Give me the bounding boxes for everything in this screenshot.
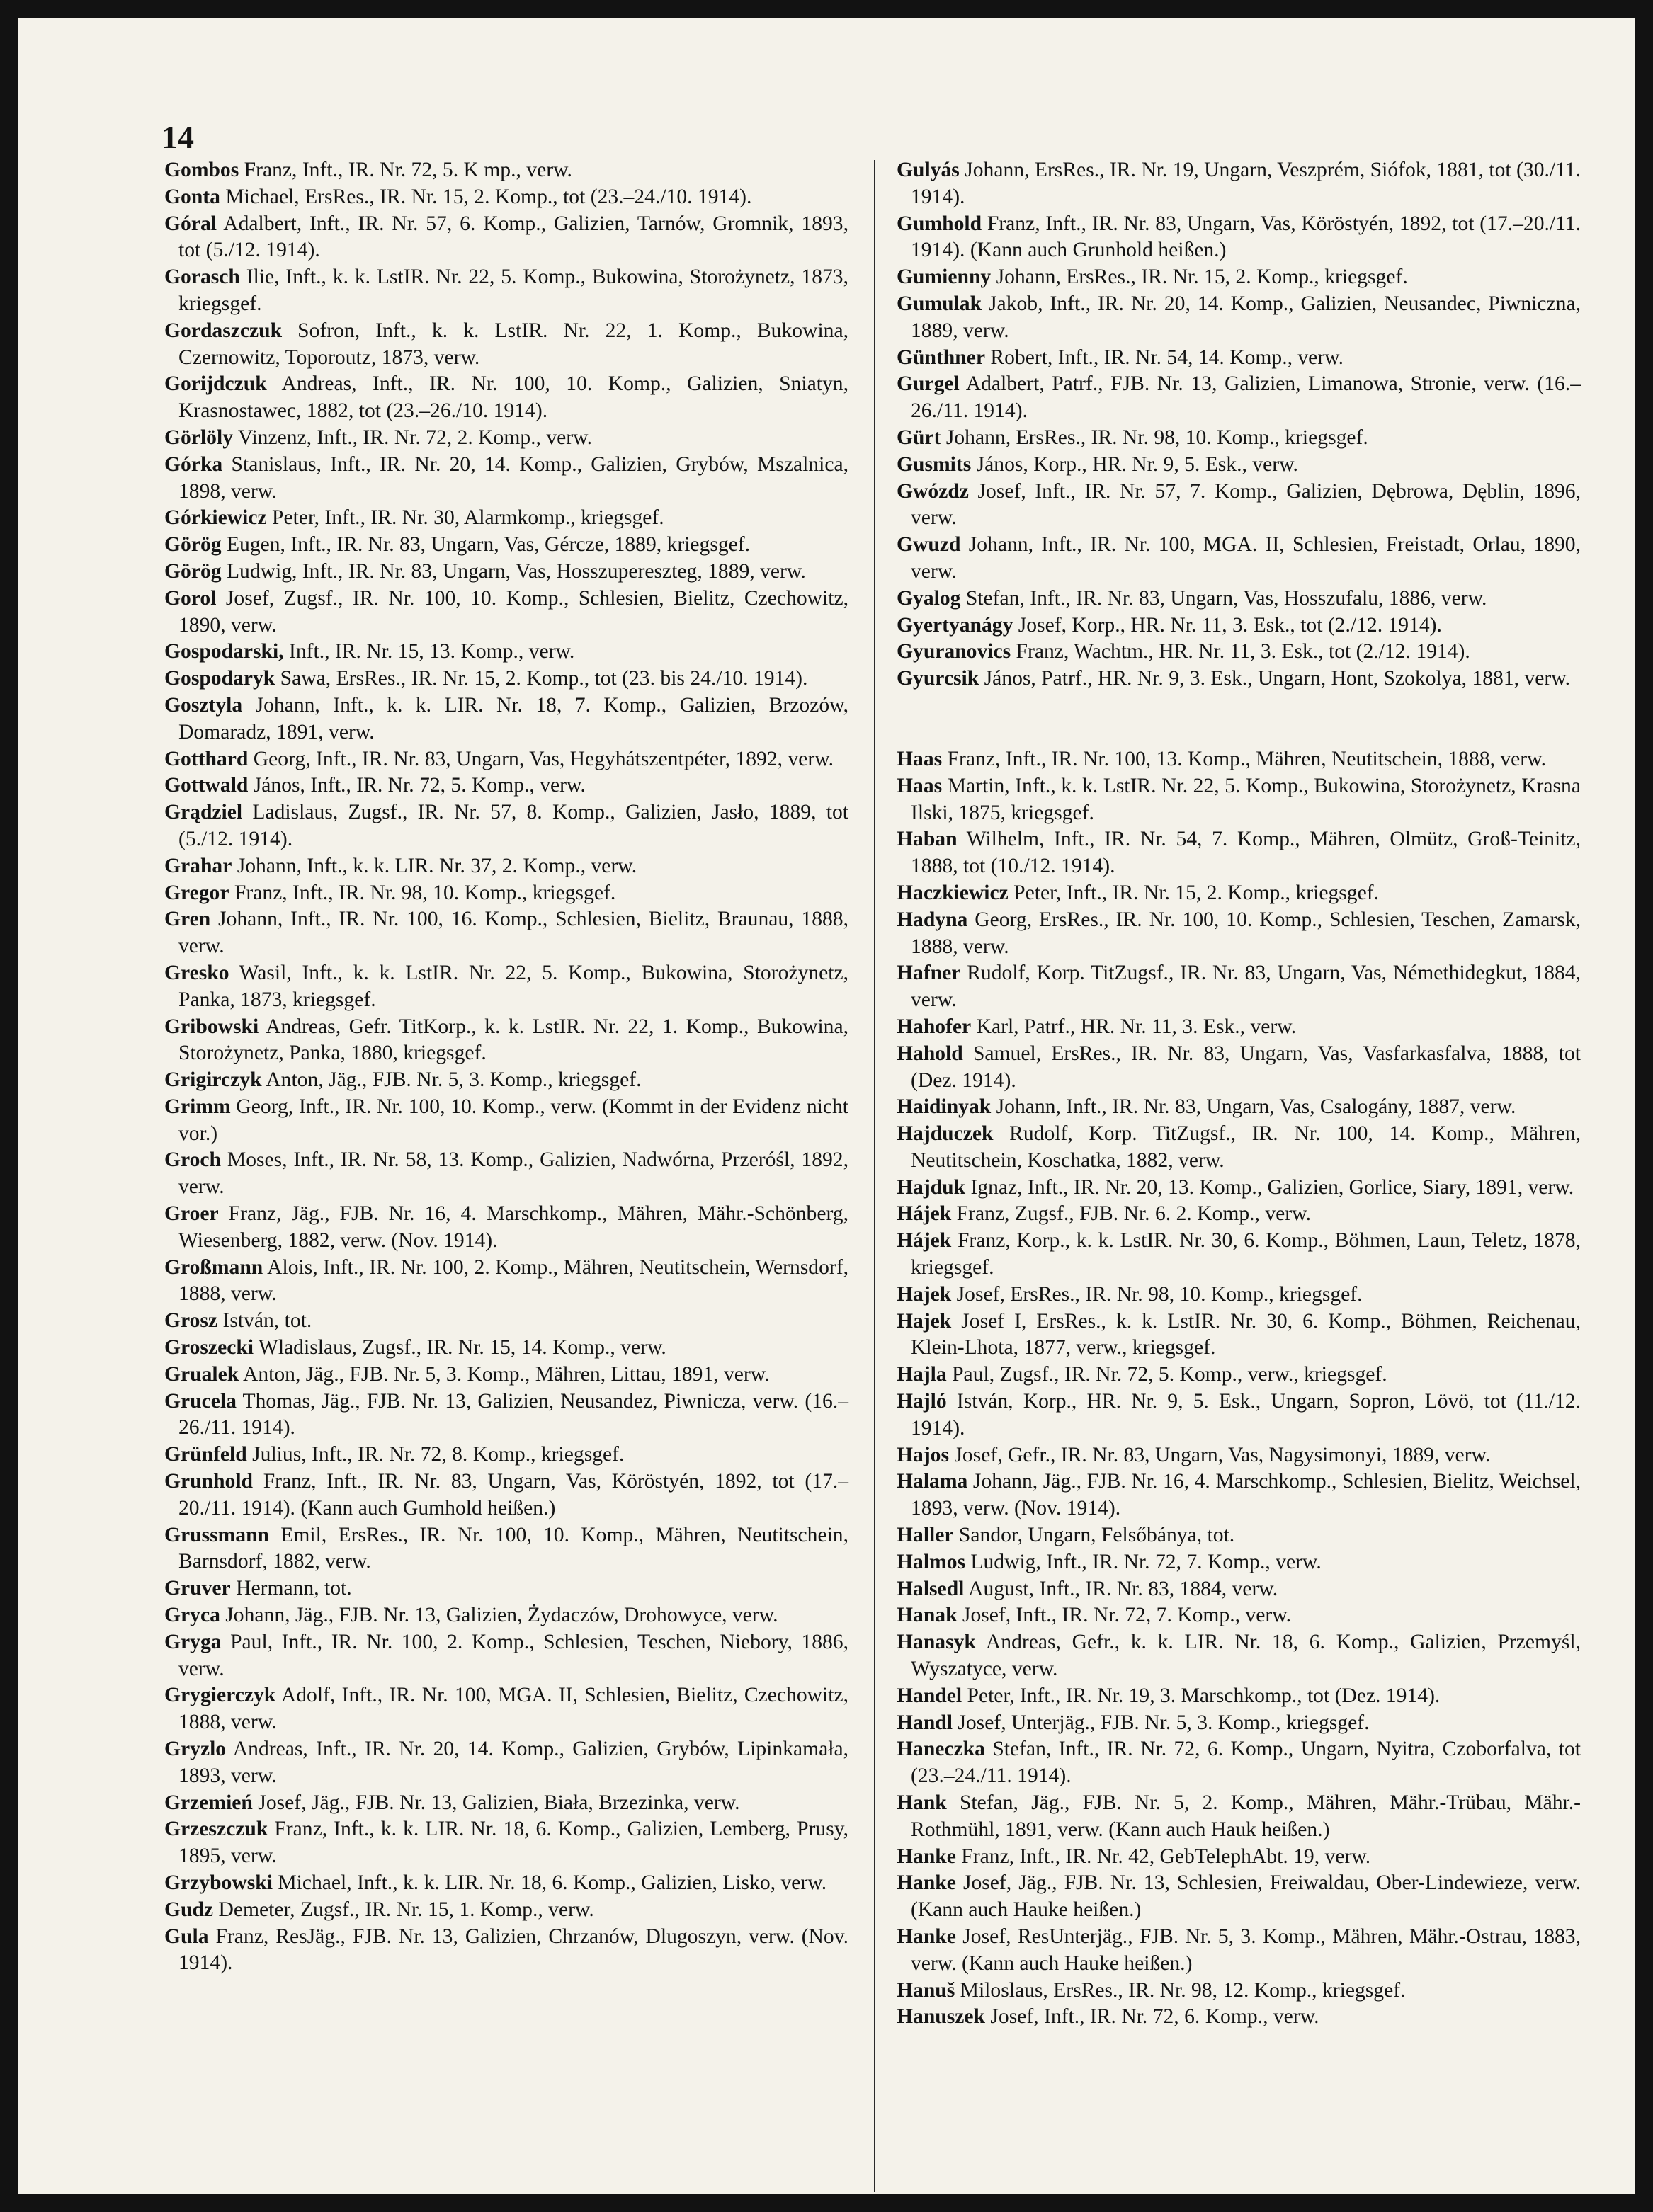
entry-details: Georg, Inft., IR. Nr. 83, Ungarn, Vas, Hegyhátszentpéter, 1892, verw. xyxy=(248,747,834,770)
entry-details: Josef, Zugsf., IR. Nr. 100, 10. Komp., Schlesien, Bielitz, Czechowitz, 1890, verw. xyxy=(178,586,848,637)
list-entry xyxy=(897,345,1581,372)
list-entry xyxy=(897,1389,1581,1442)
entry-surname: Hanasyk xyxy=(897,1631,976,1654)
entry-surname: Gumhold xyxy=(897,212,982,235)
entry-details: Franz, Wachtm., HR. Nr. 11, 3. Esk., tot (2./12. 1914). xyxy=(1011,640,1470,663)
entry-surname: Gren xyxy=(164,908,211,931)
entry-details: Peter, Inft., IR. Nr. 19, 3. Marschkomp., tot (Dez. 1914). xyxy=(962,1684,1441,1707)
entry-details: Peter, Inft., IR. Nr. 15, 2. Komp., kriegsgef. xyxy=(1008,881,1379,904)
entry-surname: Grzybowski xyxy=(164,1871,273,1894)
list-entry xyxy=(164,1201,848,1255)
entry-details: Johann, Inft., IR. Nr. 100, MGA. II, Schlesien, Freistadt, Orlau, 1890, verw. xyxy=(911,533,1581,583)
entry-details: Rudolf, Korp. TitZugsf., IR. Nr. 83, Ungarn, Vas, Némethidegkut, 1884, verw. xyxy=(911,962,1581,1012)
entry-surname: Haczkiewicz xyxy=(897,881,1009,904)
list-entry xyxy=(164,639,848,666)
entry-details: Johann, Inft., k. k. LIR. Nr. 37, 2. Komp., verw. xyxy=(232,854,637,877)
entry-details: Thomas, Jäg., FJB. Nr. 13, Galizien, Neusandez, Piwnicza, verw. (16.–26./11. 1914). xyxy=(178,1389,848,1439)
list-entry xyxy=(897,960,1581,1014)
list-entry xyxy=(164,1816,848,1870)
entry-details: Sandor, Ungarn, Felsőbánya, tot. xyxy=(953,1524,1235,1547)
document-page xyxy=(18,18,1635,2194)
entry-surname: Gyertyanágy xyxy=(897,613,1013,637)
entry-details: Josef, Inft., IR. Nr. 72, 6. Komp., verw. xyxy=(984,2005,1319,2029)
list-entry xyxy=(164,425,848,452)
entry-details: Alois, Inft., IR. Nr. 100, 2. Komp., Mähren, Neutitschein, Wernsdorf, 1888, verw. xyxy=(178,1255,848,1306)
entry-surname: Halsedl xyxy=(897,1577,965,1600)
list-entry xyxy=(897,264,1581,291)
entry-surname: Handl xyxy=(897,1711,953,1734)
entry-details: Josef, Inft., IR. Nr. 57, 7. Komp., Galizien, Dębrowa, Dęblin, 1896, verw. xyxy=(911,479,1581,530)
entry-details: Sawa, ErsRes., IR. Nr. 15, 2. Komp., tot (23. bis 24./10. 1914). xyxy=(275,667,808,690)
entry-surname: Görög xyxy=(164,533,222,557)
list-entry xyxy=(897,211,1581,265)
entry-details: Andreas, Gefr., k. k. LIR. Nr. 18, 6. Komp., Galizien, Przemyśl, Wyszatyce, verw. xyxy=(911,1631,1581,1681)
entry-details: Johann, ErsRes., IR. Nr. 19, Ungarn, Veszprém, Siófok, 1881, tot (30./11. 1914). xyxy=(911,159,1581,208)
list-entry xyxy=(164,1629,848,1683)
entry-details: Emil, ErsRes., IR. Nr. 100, 10. Komp., Mähren, Neutitschein, Barnsdorf, 1882, verw. xyxy=(178,1523,848,1573)
entry-surname: Gyuranovics xyxy=(897,640,1011,663)
list-entry xyxy=(897,1710,1581,1737)
entry-surname: Gula xyxy=(164,1925,209,1948)
entry-surname: Hajos xyxy=(897,1443,949,1466)
entry-details: Stefan, Jäg., FJB. Nr. 5, 2. Komp., Mähren, Mähr.-Trübau, Mähr.-Rothmühl, 1891, verw. (Kann auch Hauk heißen.) xyxy=(911,1791,1581,1841)
entry-surname: Gruver xyxy=(164,1577,231,1600)
entry-surname: Haban xyxy=(897,828,958,851)
list-entry xyxy=(897,1522,1581,1549)
list-entry xyxy=(897,1121,1581,1175)
list-entry xyxy=(897,666,1581,692)
entry-details: Stefan, Inft., IR. Nr. 72, 6. Komp., Ungarn, Nyitra, Czoborfalva, tot (23.–24./11. 1914). xyxy=(911,1738,1581,1788)
list-entry xyxy=(897,1870,1581,1924)
list-entry xyxy=(897,371,1581,425)
list-entry xyxy=(164,1924,848,1978)
entry-details: Franz, Inft., IR. Nr. 72, 5. K mp., verw. xyxy=(239,159,572,181)
entry-surname: Gombos xyxy=(164,159,239,181)
list-entry xyxy=(164,1094,848,1148)
entry-surname: Haas xyxy=(897,774,943,797)
entry-details: Josef I, ErsRes., k. k. LstIR. Nr. 30, 6. Komp., Böhmen, Reichenau, Klein-Lhota, 1877, verw., kriegsgef. xyxy=(911,1309,1581,1359)
entry-surname: Hanuszek xyxy=(897,2005,985,2029)
list-entry xyxy=(897,1014,1581,1041)
entry-details: Josef, Jäg., FJB. Nr. 13, Schlesien, Freiwaldau, Ober-Lindewieze, verw. (Kann auch Hauke heißen.) xyxy=(911,1871,1581,1922)
list-entry xyxy=(164,1067,848,1094)
list-entry xyxy=(897,1549,1581,1576)
entry-details: Wladislaus, Zugsf., IR. Nr. 15, 14. Komp., verw. xyxy=(254,1336,666,1359)
entry-details: Ladislaus, Zugsf., IR. Nr. 57, 8. Komp., Galizien, Jasło, 1889, tot (5./12. 1914). xyxy=(178,801,848,850)
entry-surname: Görög xyxy=(164,559,222,583)
entry-surname: Haidinyak xyxy=(897,1095,992,1119)
list-entry xyxy=(164,692,848,746)
entry-details: Johann, Jäg., FJB. Nr. 16, 4. Marschkomp., Schlesien, Bielitz, Weichsel, 1893, verw. (Nov. 1914). xyxy=(911,1470,1581,1520)
entry-details: Demeter, Zugsf., IR. Nr. 15, 1. Komp., verw. xyxy=(213,1898,594,1921)
entry-details: Samuel, ErsRes., IR. Nr. 83, Ungarn, Vas, Vasfarkasfalva, 1888, tot (Dez. 1914). xyxy=(911,1042,1581,1092)
list-entry xyxy=(164,1790,848,1817)
entry-surname: Gospodarski, xyxy=(164,640,284,663)
list-entry xyxy=(164,1147,848,1201)
entry-details: Georg, ErsRes., IR. Nr. 100, 10. Komp., Schlesien, Teschen, Zamarsk, 1888, verw. xyxy=(911,908,1581,958)
list-entry xyxy=(897,639,1581,666)
entry-details: Michael, Inft., k. k. LIR. Nr. 18, 6. Komp., Galizien, Lisko, verw. xyxy=(272,1871,827,1894)
list-entry xyxy=(164,1522,848,1576)
list-entry xyxy=(164,1255,848,1309)
entry-surname: Gumulak xyxy=(897,292,982,315)
entry-surname: Gonta xyxy=(164,185,220,208)
list-entry xyxy=(164,559,848,586)
list-entry xyxy=(164,1469,848,1522)
entry-surname: Gürt xyxy=(897,426,941,449)
list-entry xyxy=(897,157,1581,211)
list-entry xyxy=(897,1228,1581,1282)
entry-details: Franz, Korp., k. k. LstIR. Nr. 30, 6. Komp., Böhmen, Laun, Teletz, 1878, kriegsgef. xyxy=(911,1229,1581,1279)
entry-details: Johann, Inft., k. k. LIR. Nr. 18, 7. Komp., Galizien, Brzozów, Domaradz, 1891, verw. xyxy=(178,693,848,743)
entry-details: Josef, Korp., HR. Nr. 11, 3. Esk., tot (2./12. 1914). xyxy=(1013,613,1442,637)
list-entry xyxy=(897,1175,1581,1202)
entry-surname: Gribowski xyxy=(164,1015,259,1038)
list-entry xyxy=(897,1282,1581,1309)
list-entry xyxy=(897,425,1581,452)
list-entry xyxy=(164,1335,848,1362)
list-entry xyxy=(164,1870,848,1897)
entry-surname: Hanke xyxy=(897,1845,956,1868)
entry-surname: Handel xyxy=(897,1684,962,1707)
list-entry xyxy=(164,799,848,853)
list-entry xyxy=(897,1201,1581,1228)
entry-details: Franz, Inft., IR. Nr. 100, 13. Komp., Mähren, Neutitschein, 1888, verw. xyxy=(942,747,1546,770)
list-entry xyxy=(897,1736,1581,1790)
entry-details: Julius, Inft., IR. Nr. 72, 8. Komp., kriegsgef. xyxy=(246,1443,625,1466)
list-entry xyxy=(164,1308,848,1335)
entry-surname: Hájek xyxy=(897,1202,952,1226)
entry-details: Anton, Jäg., FJB. Nr. 5, 3. Komp., kriegsgef. xyxy=(261,1068,642,1092)
entry-surname: Hajek xyxy=(897,1282,952,1306)
entry-details: Adalbert, Patrf., FJB. Nr. 13, Galizien, Limanowa, Stronie, verw. (16.–26./11. 1914). xyxy=(911,372,1581,423)
left-column xyxy=(164,157,848,1977)
entry-surname: Hank xyxy=(897,1791,947,1815)
entry-surname: Gwózdz xyxy=(897,479,969,503)
entry-surname: Hahold xyxy=(897,1042,963,1065)
column-divider xyxy=(874,160,875,2192)
entry-details: Georg, Inft., IR. Nr. 100, 10. Komp., verw. (Kommt in der Evidenz nicht vor.) xyxy=(178,1095,848,1145)
entry-details: Anton, Jäg., FJB. Nr. 5, 3. Komp., Mähren, Littau, 1891, verw. xyxy=(239,1362,770,1386)
page-number: 14 xyxy=(161,119,194,155)
entry-surname: Gryca xyxy=(164,1604,220,1627)
entry-details: Andreas, Gefr. TitKorp., k. k. LstIR. Nr. 22, 1. Komp., Bukowina, Storożynetz, Panka, 1880, kriegsgef. xyxy=(178,1015,848,1065)
entry-surname: Grądziel xyxy=(164,801,243,824)
list-entry xyxy=(164,1575,848,1602)
entry-surname: Grygierczyk xyxy=(164,1684,276,1707)
entry-surname: Gorijdczuk xyxy=(164,372,267,396)
entry-details: Karl, Patrf., HR. Nr. 11, 3. Esk., verw. xyxy=(971,1015,1297,1038)
list-entry xyxy=(164,880,848,907)
entry-details: Paul, Zugsf., IR. Nr. 72, 5. Komp., verw., kriegsgef. xyxy=(946,1363,1387,1386)
list-entry xyxy=(897,907,1581,961)
list-entry xyxy=(897,291,1581,345)
entry-details: Rudolf, Korp. TitZugsf., IR. Nr. 100, 14. Komp., Mähren, Neutitschein, Koschatka, 1882, verw. xyxy=(911,1122,1581,1172)
list-entry xyxy=(164,1389,848,1442)
list-entry xyxy=(897,1844,1581,1871)
entry-details: János, Korp., HR. Nr. 9, 5. Esk., verw. xyxy=(971,452,1298,476)
entry-surname: Góral xyxy=(164,212,217,235)
entry-surname: Halmos xyxy=(897,1550,966,1573)
list-entry xyxy=(897,880,1581,907)
list-entry xyxy=(164,157,848,184)
list-entry xyxy=(164,586,848,639)
list-entry xyxy=(164,505,848,532)
entry-surname: Gulyás xyxy=(897,159,960,181)
entry-details: Josef, Jäg., FJB. Nr. 13, Galizien, Biała, Brzezinka, verw. xyxy=(252,1791,740,1814)
entry-details: Andreas, Inft., IR. Nr. 100, 10. Komp., Galizien, Sniatyn, Krasnostawec, 1882, tot (23.–26./10. 1914). xyxy=(178,372,848,423)
entry-details: Adolf, Inft., IR. Nr. 100, MGA. II, Schlesien, Bielitz, Czechowitz, 1888, verw. xyxy=(178,1684,848,1734)
entry-surname: Grigirczyk xyxy=(164,1068,262,1092)
entry-surname: Hajduk xyxy=(897,1175,966,1199)
list-entry xyxy=(897,1629,1581,1683)
entry-surname: Halama xyxy=(897,1470,968,1493)
list-entry xyxy=(164,1897,848,1924)
list-entry xyxy=(897,1041,1581,1095)
list-entry xyxy=(897,1469,1581,1522)
entry-details: János, Inft., IR. Nr. 72, 5. Komp., verw. xyxy=(248,774,586,797)
entry-details: Josef, ErsRes., IR. Nr. 98, 10. Komp., kriegsgef. xyxy=(951,1282,1363,1306)
entry-surname: Haas xyxy=(897,747,943,770)
entry-details: Johann, ErsRes., IR. Nr. 15, 2. Komp., kriegsgef. xyxy=(991,266,1408,289)
entry-surname: Gotthard xyxy=(164,747,249,770)
entry-surname: Gregor xyxy=(164,881,229,904)
entry-details: Sofron, Inft., k. k. LstIR. Nr. 22, 1. Komp., Bukowina, Czernowitz, Toporoutz, 1873, verw. xyxy=(178,319,848,369)
entry-details: Johann, Inft., IR. Nr. 100, 16. Komp., Schlesien, Bielitz, Braunau, 1888, verw. xyxy=(178,908,848,958)
entry-details: Stefan, Inft., IR. Nr. 83, Ungarn, Vas, Hosszufalu, 1886, verw. xyxy=(960,586,1487,610)
list-entry xyxy=(164,318,848,372)
list-entry xyxy=(897,773,1581,827)
entry-details: Miloslaus, ErsRes., IR. Nr. 98, 12. Komp., kriegsgef. xyxy=(955,1978,1406,2002)
list-entry xyxy=(897,1683,1581,1710)
entry-details: Eugen, Inft., IR. Nr. 83, Ungarn, Vas, Gércze, 1889, kriegsgef. xyxy=(221,533,751,557)
list-entry xyxy=(897,1442,1581,1469)
list-entry xyxy=(164,666,848,692)
entry-surname: Grimm xyxy=(164,1095,231,1118)
entry-surname: Gospodaryk xyxy=(164,667,276,690)
list-entry xyxy=(164,1602,848,1629)
entry-surname: Gordaszczuk xyxy=(164,319,283,342)
entry-details: Johann, Jäg., FJB. Nr. 13, Galizien, Żydaczów, Drohowyce, verw. xyxy=(220,1604,778,1627)
list-entry xyxy=(164,1442,848,1469)
entry-surname: Gosztyla xyxy=(164,693,243,717)
entry-details: János, Patrf., HR. Nr. 9, 3. Esk., Ungarn, Hont, Szokolya, 1881, verw. xyxy=(979,667,1571,690)
entry-surname: Groszecki xyxy=(164,1336,254,1359)
entry-details: Ludwig, Inft., IR. Nr. 83, Ungarn, Vas, Hosszupereszteg, 1889, verw. xyxy=(221,559,806,583)
entry-surname: Hajduczek xyxy=(897,1122,994,1146)
entry-details: Franz, Zugsf., FJB. Nr. 6. 2. Komp., verw. xyxy=(951,1202,1311,1226)
entry-surname: Hajló xyxy=(897,1390,947,1413)
entry-surname: Haller xyxy=(897,1524,954,1547)
entry-details: Franz, Jäg., FJB. Nr. 16, 4. Marschkomp., Mähren, Mähr.-Schönberg, Wiesenberg, 1882, verw. (Nov. 1914). xyxy=(178,1202,848,1252)
entry-details: Johann, ErsRes., IR. Nr. 98, 10. Komp., kriegsgef. xyxy=(941,426,1368,449)
entry-surname: Görlöly xyxy=(164,426,233,449)
list-entry xyxy=(897,1790,1581,1844)
entry-details: Stanislaus, Inft., IR. Nr. 20, 14. Komp., Galizien, Grybów, Mszalnica, 1898, verw. xyxy=(178,452,848,503)
entry-surname: Grzeszczuk xyxy=(164,1818,268,1841)
entry-surname: Gudz xyxy=(164,1898,214,1921)
entry-surname: Gyurcsik xyxy=(897,667,979,690)
entry-details: Franz, Inft., IR. Nr. 42, GebTelephAbt. 19, verw. xyxy=(955,1845,1371,1868)
entry-surname: Gumienny xyxy=(897,266,992,289)
entry-surname: Hajek xyxy=(897,1309,952,1333)
entry-details: Wilhelm, Inft., IR. Nr. 54, 7. Komp., Mähren, Olmütz, Groß-Teinitz, 1888, tot (10./12. 1914). xyxy=(911,828,1581,878)
list-entry xyxy=(164,853,848,880)
list-entry xyxy=(164,1362,848,1389)
entry-surname: Gwuzd xyxy=(897,533,961,557)
list-entry xyxy=(897,1576,1581,1603)
entry-surname: Hanak xyxy=(897,1604,958,1627)
entry-details: Ilie, Inft., k. k. LstIR. Nr. 22, 5. Komp., Bukowina, Storożynetz, 1873, kriegsgef. xyxy=(178,266,848,315)
list-entry xyxy=(164,264,848,318)
entry-surname: Hadyna xyxy=(897,908,968,931)
entry-surname: Hanke xyxy=(897,1871,956,1895)
list-entry xyxy=(897,452,1581,479)
list-entry xyxy=(897,826,1581,880)
entry-details: Franz, Inft., IR. Nr. 98, 10. Komp., kriegsgef. xyxy=(229,881,616,904)
entry-details: Paul, Inft., IR. Nr. 100, 2. Komp., Schlesien, Teschen, Niebory, 1886, verw. xyxy=(178,1630,848,1680)
entry-surname: Hanke xyxy=(897,1925,956,1948)
entry-surname: Gryzlo xyxy=(164,1738,227,1761)
entry-details: Josef, Gefr., IR. Nr. 83, Ungarn, Vas, Nagysimonyi, 1889, verw. xyxy=(948,1443,1491,1466)
entry-surname: Gurgel xyxy=(897,372,960,396)
entry-details: István, tot. xyxy=(217,1309,312,1333)
entry-details: Franz, Inft., k. k. LIR. Nr. 18, 6. Komp., Galizien, Lemberg, Prusy, 1895, verw. xyxy=(178,1818,848,1868)
entry-details: Josef, Unterjäg., FJB. Nr. 5, 3. Komp., kriegsgef. xyxy=(952,1711,1370,1734)
entry-surname: Gresko xyxy=(164,961,229,984)
entry-details: Inft., IR. Nr. 15, 13. Komp., verw. xyxy=(283,640,575,663)
entry-surname: Grünfeld xyxy=(164,1443,247,1466)
section-gap xyxy=(897,692,1581,746)
entry-surname: Haneczka xyxy=(897,1738,985,1761)
entry-details: Josef, ResUnterjäg., FJB. Nr. 5, 3. Komp., Mähren, Mähr.-Ostrau, 1883, verw. (Kann auch Hauke heißen.) xyxy=(911,1925,1581,1975)
entry-surname: Grahar xyxy=(164,854,232,877)
entry-surname: Gorasch xyxy=(164,266,240,289)
entry-surname: Hajla xyxy=(897,1363,947,1386)
entry-surname: Groch xyxy=(164,1148,222,1172)
list-entry xyxy=(897,746,1581,773)
list-entry xyxy=(164,746,848,773)
list-entry xyxy=(897,1362,1581,1389)
entry-details: Michael, ErsRes., IR. Nr. 15, 2. Komp., tot (23.–24./10. 1914). xyxy=(220,185,752,208)
entry-surname: Großmann xyxy=(164,1255,263,1279)
list-entry xyxy=(897,1094,1581,1121)
list-entry xyxy=(164,211,848,265)
list-entry xyxy=(897,1978,1581,2005)
entry-details: August, Inft., IR. Nr. 83, 1884, verw. xyxy=(964,1577,1278,1600)
list-entry xyxy=(164,773,848,799)
list-entry xyxy=(897,532,1581,586)
list-entry xyxy=(897,1309,1581,1362)
entry-details: Johann, Inft., IR. Nr. 83, Ungarn, Vas, Csalogány, 1887, verw. xyxy=(991,1095,1516,1119)
entry-surname: Günthner xyxy=(897,346,985,369)
list-entry xyxy=(164,960,848,1014)
list-entry xyxy=(164,906,848,960)
entry-details: Franz, ResJäg., FJB. Nr. 13, Galizien, Chrzanów, Dlugoszyn, verw. (Nov. 1914). xyxy=(178,1925,848,1975)
entry-surname: Hájek xyxy=(897,1229,952,1253)
list-entry xyxy=(897,2004,1581,2031)
entry-details: Ludwig, Inft., IR. Nr. 72, 7. Komp., verw. xyxy=(965,1550,1322,1573)
list-entry xyxy=(164,184,848,211)
entry-surname: Gorol xyxy=(164,586,217,610)
entry-details: Moses, Inft., IR. Nr. 58, 13. Komp., Galizien, Nadwórna, Przeróśl, 1892, verw. xyxy=(178,1148,848,1199)
entry-surname: Groer xyxy=(164,1202,219,1226)
entry-details: Franz, Inft., IR. Nr. 83, Ungarn, Vas, Köröstyén, 1892, tot (17.–20./11. 1914). (Kann auch Grunhold heißen.) xyxy=(911,212,1581,262)
entry-details: Andreas, Inft., IR. Nr. 20, 14. Komp., Galizien, Grybów, Lipinkamała, 1893, verw. xyxy=(178,1738,848,1787)
list-entry xyxy=(164,532,848,559)
list-entry xyxy=(897,479,1581,532)
entry-details: Martin, Inft., k. k. LstIR. Nr. 22, 5. Komp., Bukowina, Storożynetz, Krasna Ilski, 1875, kriegsgef. xyxy=(911,774,1581,824)
entry-surname: Grosz xyxy=(164,1309,218,1333)
entry-details: Robert, Inft., IR. Nr. 54, 14. Komp., verw. xyxy=(984,346,1344,369)
entry-details: Jakob, Inft., IR. Nr. 20, 14. Komp., Galizien, Neusandec, Piwniczna, 1889, verw. xyxy=(911,292,1581,342)
entry-details: István, Korp., HR. Nr. 9, 5. Esk., Ungarn, Sopron, Lövö, tot (11./12. 1914). xyxy=(911,1390,1581,1439)
entry-details: Hermann, tot. xyxy=(230,1577,352,1600)
list-entry xyxy=(897,612,1581,639)
list-entry xyxy=(164,1682,848,1736)
entry-surname: Gottwald xyxy=(164,774,249,797)
list-entry xyxy=(164,1736,848,1790)
entry-surname: Hahofer xyxy=(897,1015,972,1038)
entry-details: Franz, Inft., IR. Nr. 83, Ungarn, Vas, Köröstyén, 1892, tot (17.–20./11. 1914). (Kann auch Gumhold heißen.) xyxy=(178,1470,848,1520)
list-entry xyxy=(164,452,848,506)
entry-details: Josef, Inft., IR. Nr. 72, 7. Komp., verw. xyxy=(957,1604,1292,1627)
entry-surname: Górka xyxy=(164,452,223,476)
entry-surname: Hanuš xyxy=(897,1978,955,2002)
right-column xyxy=(897,157,1581,2031)
entry-surname: Gusmits xyxy=(897,452,972,476)
entry-details: Wasil, Inft., k. k. LstIR. Nr. 22, 5. Komp., Bukowina, Storożynetz, Panka, 1873, kriegsgef. xyxy=(178,961,848,1011)
entry-details: Ignaz, Inft., IR. Nr. 20, 13. Komp., Galizien, Gorlice, Siary, 1891, verw. xyxy=(965,1175,1574,1199)
entry-surname: Grualek xyxy=(164,1362,239,1386)
entry-details: Peter, Inft., IR. Nr. 30, Alarmkomp., kriegsgef. xyxy=(266,506,664,530)
entry-details: Adalbert, Inft., IR. Nr. 57, 6. Komp., Galizien, Tarnów, Gromnik, 1893, tot (5./12. 1914). xyxy=(178,212,848,262)
entry-surname: Grzemień xyxy=(164,1791,253,1814)
entry-details: Vinzenz, Inft., IR. Nr. 72, 2. Komp., verw. xyxy=(233,426,592,449)
list-entry xyxy=(164,1014,848,1068)
entry-surname: Górkiewicz xyxy=(164,506,267,530)
entry-surname: Grunhold xyxy=(164,1470,254,1493)
list-entry xyxy=(897,1924,1581,1978)
list-entry xyxy=(164,371,848,425)
entry-surname: Hafner xyxy=(897,962,961,985)
entry-surname: Grucela xyxy=(164,1389,237,1413)
list-entry xyxy=(897,586,1581,612)
entry-surname: Gryga xyxy=(164,1630,222,1653)
entry-surname: Gyalog xyxy=(897,586,961,610)
list-entry xyxy=(897,1602,1581,1629)
entry-surname: Grussmann xyxy=(164,1523,270,1546)
